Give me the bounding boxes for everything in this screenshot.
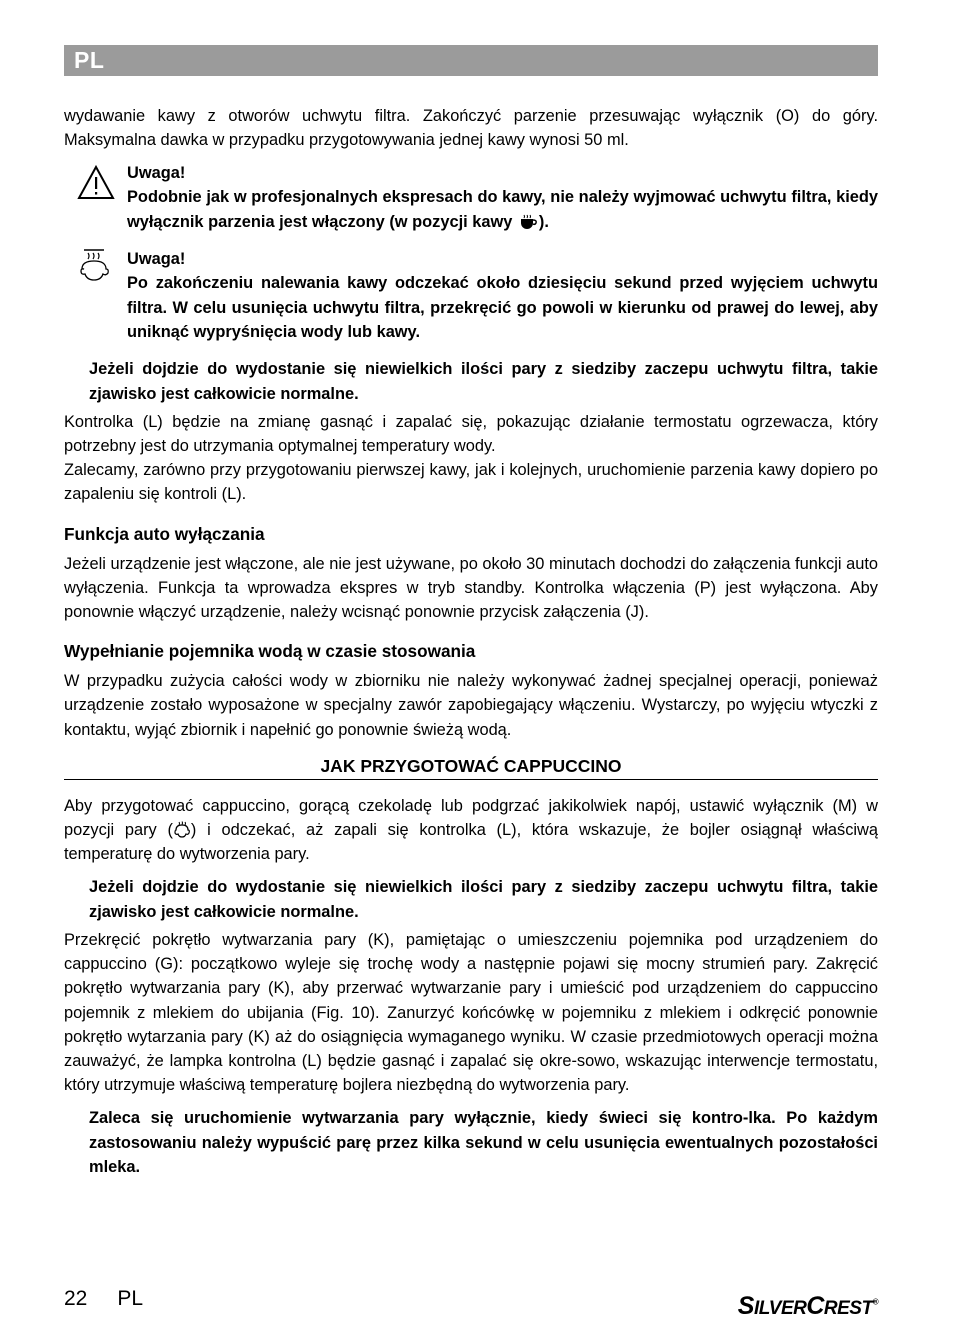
intro-paragraph: wydawanie kawy z otworów uchwytu filtra. Zakończyć parzenie przesuwając wyłącznik (O) do góry. Maksymalna dawka w przypadku przygotowywania jednej kawy wynosi 50 ml. bbox=[64, 107, 878, 150]
warning-block-2 bbox=[64, 247, 878, 344]
language-header-bar bbox=[64, 45, 878, 76]
note-steam-normal: Jeżeli dojdzie do wydostanie się niewielkich ilości pary z siedziby zaczepu uchwytu filtra, takie zjawisko jest całkowicie normalne. bbox=[89, 360, 878, 403]
page-footer bbox=[64, 1287, 143, 1311]
hot-steam-icon bbox=[76, 247, 116, 287]
paragraph-steam-operation: Przekręcić pokrętło wytwarzania pary (K), pamiętając o umieszczeniu pojemnika pod urządzeniem do cappuccino (G): początkowo wyleje się trochę wody a następnie pojawi się mocny strumień pary. Zakręcić pokrętło wytwarzania pary (K), aby przerwać wytwarzanie pary i umieścić pod urządzeniem do cappuccino pojemnik z mlekiem do ubijania (Fig. 10). Zanurzyć końcówkę w pojemniku z mlekiem i odkręcić ponownie pokrętło wytarzania pary (K) aż do osiągnięcia wymaganego wyniku. W czasie przedmiotowych operacji można zauważyć, że lampka kontrolna (L) będzie gasnąć i zapalać się okre-sowo, wskazując interwencje termostatu, który utrzymuje właściwą temperaturę bojlera niezbędną do wytworzenia pary. bbox=[64, 930, 878, 1095]
heading-auto-off: Funkcja auto wyłączania bbox=[64, 523, 265, 544]
paragraph-thermostat: Kontrolka (L) będzie na zmianę gasnąć i zapalać się, pokazując działanie termostatu ogrzewacza, który potrzebny jest do utrzymania optymalnej temperatury wody. bbox=[64, 412, 878, 456]
warning-2-title: Uwaga! bbox=[127, 250, 186, 269]
footer-language: PL bbox=[117, 1287, 144, 1310]
paragraph-cappuccino-intro: Aby przygotować cappuccino, gorącą czekoladę lub podgrzać jakikolwiek napój, ustawić wyłącznik (M) w pozycji pary ( ) i odczekać, aż zapali się kontrolka (L), która wskazuje, że bojler osiągnął właściwą temperaturę do wytworzenia pary. bbox=[64, 796, 878, 864]
coffee-cup-icon bbox=[517, 214, 539, 230]
warning-block-1 bbox=[64, 161, 878, 234]
steam-icon bbox=[173, 821, 191, 838]
page-number: 22 bbox=[64, 1287, 88, 1310]
page-content bbox=[64, 104, 878, 1183]
brand-logo: SILVERCREST® bbox=[737, 1292, 878, 1320]
paragraph-refill: W przypadku zużycia całości wody w zbiorniku nie należy wykonywać żadnej specjalnej operacji, ponieważ urządzenie zostało wyposażone w specjalny zawór zapobiegający włączeniu. Wystarczy, po wyjęciu wtyczki z kontaktu, wyjąć zbiornik i napełnić go ponownie świeżą wodą. bbox=[64, 672, 878, 739]
note-steam-normal-2: Jeżeli dojdzie do wydostanie się niewielkich ilości pary z siedziby zaczepu uchwytu filtra, takie zjawisko jest całkowicie normalne. bbox=[89, 878, 878, 921]
warning-2-text: Po zakończeniu nalewania kawy odczekać około dziesięciu sekund przed wyjęciem uchwytu filtra. W celu usunięcia uchwytu filtra, przekręcić go powoli w kierunku od prawej do lewej, aby uniknąć wypryśnięcia wody lub kawy. bbox=[127, 274, 878, 342]
warning-triangle-icon bbox=[76, 163, 116, 203]
note-steam-recommendation: Zaleca się uruchomienie wytwarzania pary wyłącznie, kiedy świeci się kontro-lka. Po każdym zastosowaniu należy wypuścić parę przez kilka sekund w celu usunięcia ewentualnych pozostałości mleka. bbox=[89, 1109, 878, 1176]
warning-1-text: Podobnie jak w profesjonalnych ekspresach do kawy, nie należy wyjmować uchwytu filtra, kiedy wyłącznik parzenia jest włączony (w pozycji kawy ). bbox=[127, 188, 878, 231]
paragraph-recommendation: Zalecamy, zarówno przy przygotowaniu pierwszej kawy, jak i kolejnych, uruchomienie parzenia kawy dopiero po zapaleniu się kontroli (L). bbox=[64, 461, 878, 504]
heading-refill: Wypełnianie pojemnika wodą w czasie stosowania bbox=[64, 641, 476, 662]
warning-1-title: Uwaga! bbox=[127, 164, 186, 183]
language-label: PL bbox=[74, 47, 105, 73]
paragraph-auto-off: Jeżeli urządzenie jest włączone, ale nie jest używane, po około 30 minutach dochodzi do załączenia funkcji auto wyłączenia. Funkcja ta wprowadza ekspres w tryb standby. Kontrolka włączenia (P) jest wyłączona. Aby ponownie włączyć urządzenie, należy wcisnąć ponownie przycisk załączenia (J). bbox=[64, 554, 878, 622]
section-title-cappuccino: JAK PRZYGOTOWAĆ CAPPUCCINO bbox=[64, 755, 878, 780]
